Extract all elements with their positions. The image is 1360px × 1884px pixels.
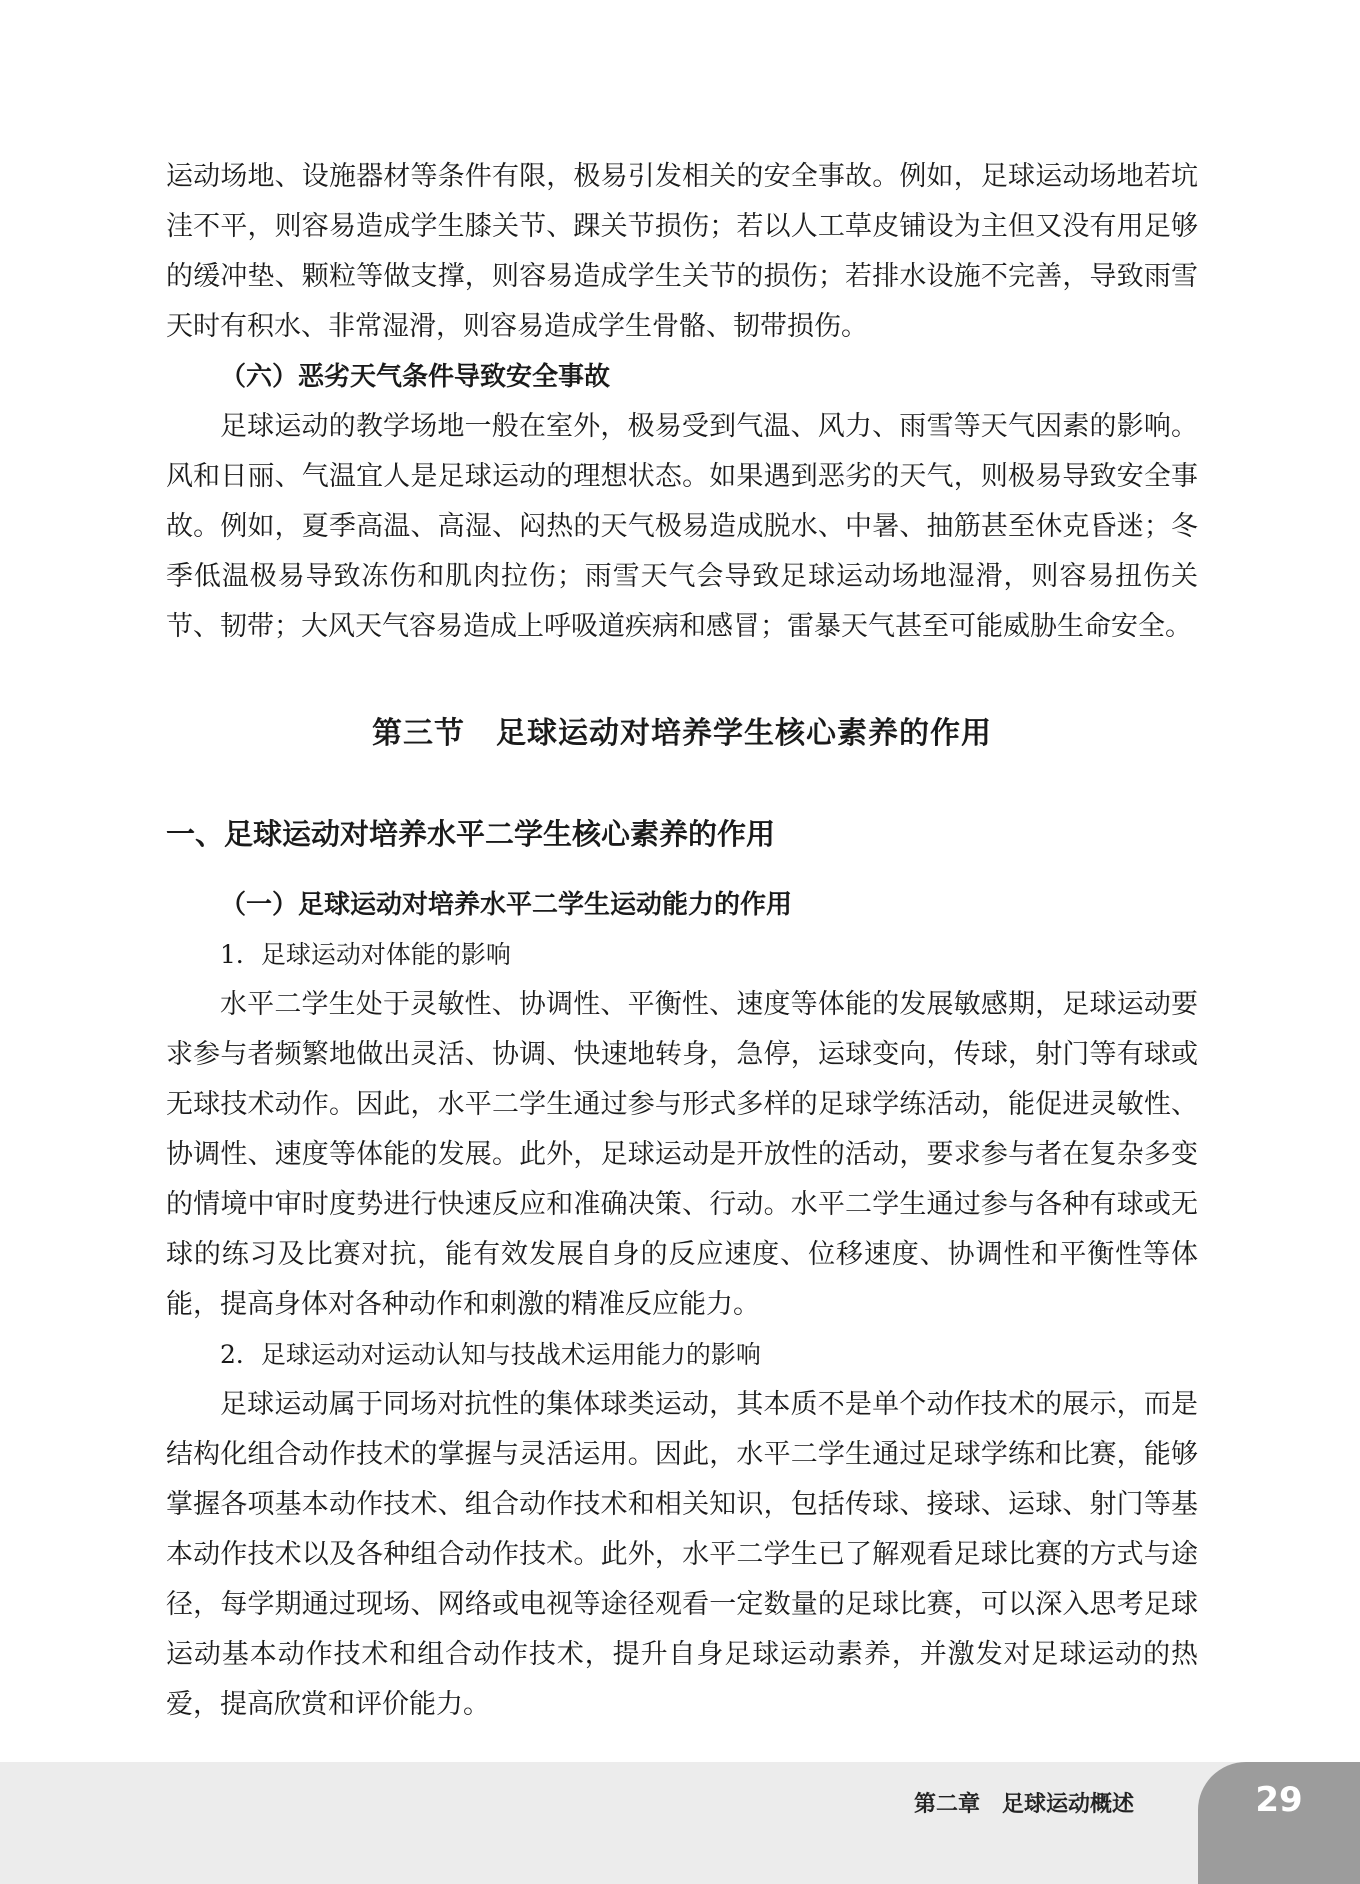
paragraph-physical-fitness: 水平二学生处于灵敏性、协调性、平衡性、速度等体能的发展敏感期，足球运动要求参与者频繁地做出灵活、协调、快速地转身，急停，运球变向，传球，射门等有球或无球技术动作。因此，水平二学生通过参与形式多样的足球学练活动，能促进灵敏性、协调性、速度等体能的发展。此外，足球运动是开放性的活动，要求参与者在复杂多变的情境中审时度势进行快速反应和准确决策、行动。水平二学生通过参与各种有球或无球的练习及比赛对抗，能有效发展自身的反应速度、位移速度、协调性和平衡性等体能，提高身体对各种动作和刺激的精准反应能力。 <box>166 989 1198 1320</box>
subheading-bad-weather: （六）恶劣天气条件导致安全事故 <box>220 362 611 392</box>
paragraph-continuation: 运动场地、设施器材等条件有限，极易引发相关的安全事故。例如，足球运动场地若坑洼不平，则容易造成学生膝关节、踝关节损伤；若以人工草皮铺设为主但又没有用足够的缓冲垫、颗粒等做支撑，则容易造成学生关节的损伤；若排水设施不完善，导致雨雪天时有积水、非常湿滑，则容易造成学生骨骼、韧带损伤。 <box>166 161 1198 342</box>
footer-band <box>0 1762 1360 1884</box>
item-heading-cognition-tactics: 2．足球运动对运动认知与技战术运用能力的影响 <box>220 1340 761 1369</box>
page-content <box>166 152 1198 1730</box>
subheading-motor-ability: （一）足球运动对培养水平二学生运动能力的作用 <box>220 890 793 920</box>
page-number: 29 <box>1255 1780 1303 1820</box>
section-title: 第三节 足球运动对培养学生核心素养的作用 <box>372 716 992 751</box>
item-heading-physical-fitness: 1．足球运动对体能的影响 <box>220 940 511 969</box>
paragraph-cognition-tactics: 足球运动属于同场对抗性的集体球类运动，其本质不是单个动作技术的展示，而是结构化组合动作技术的掌握与灵活运用。因此，水平二学生通过足球学练和比赛，能够掌握各项基本动作技术、组合动作技术和相关知识，包括传球、接球、运球、射门等基本动作技术以及各种组合动作技术。此外，水平二学生已了解观看足球比赛的方式与途径，每学期通过现场、网络或电视等途径观看一定数量的足球比赛，可以深入思考足球运动基本动作技术和组合动作技术，提升自身足球运动素养，并激发对足球运动的热爱，提高欣赏和评价能力。 <box>166 1389 1198 1720</box>
footer-chapter-title: 第二章 足球运动概述 <box>913 1792 1134 1817</box>
part-title: 一、足球运动对培养水平二学生核心素养的作用 <box>166 817 776 851</box>
paragraph-weather: 足球运动的教学场地一般在室外，极易受到气温、风力、雨雪等天气因素的影响。风和日丽、气温宜人是足球运动的理想状态。如果遇到恶劣的天气，则极易导致安全事故。例如，夏季高温、高湿、闷热的天气极易造成脱水、中暑、抽筋甚至休克昏迷；冬季低温极易导致冻伤和肌肉拉伤；雨雪天气会导致足球运动场地湿滑，则容易扭伤关节、韧带；大风天气容易造成上呼吸道疾病和感冒；雷暴天气甚至可能威胁生命安全。 <box>166 411 1198 642</box>
